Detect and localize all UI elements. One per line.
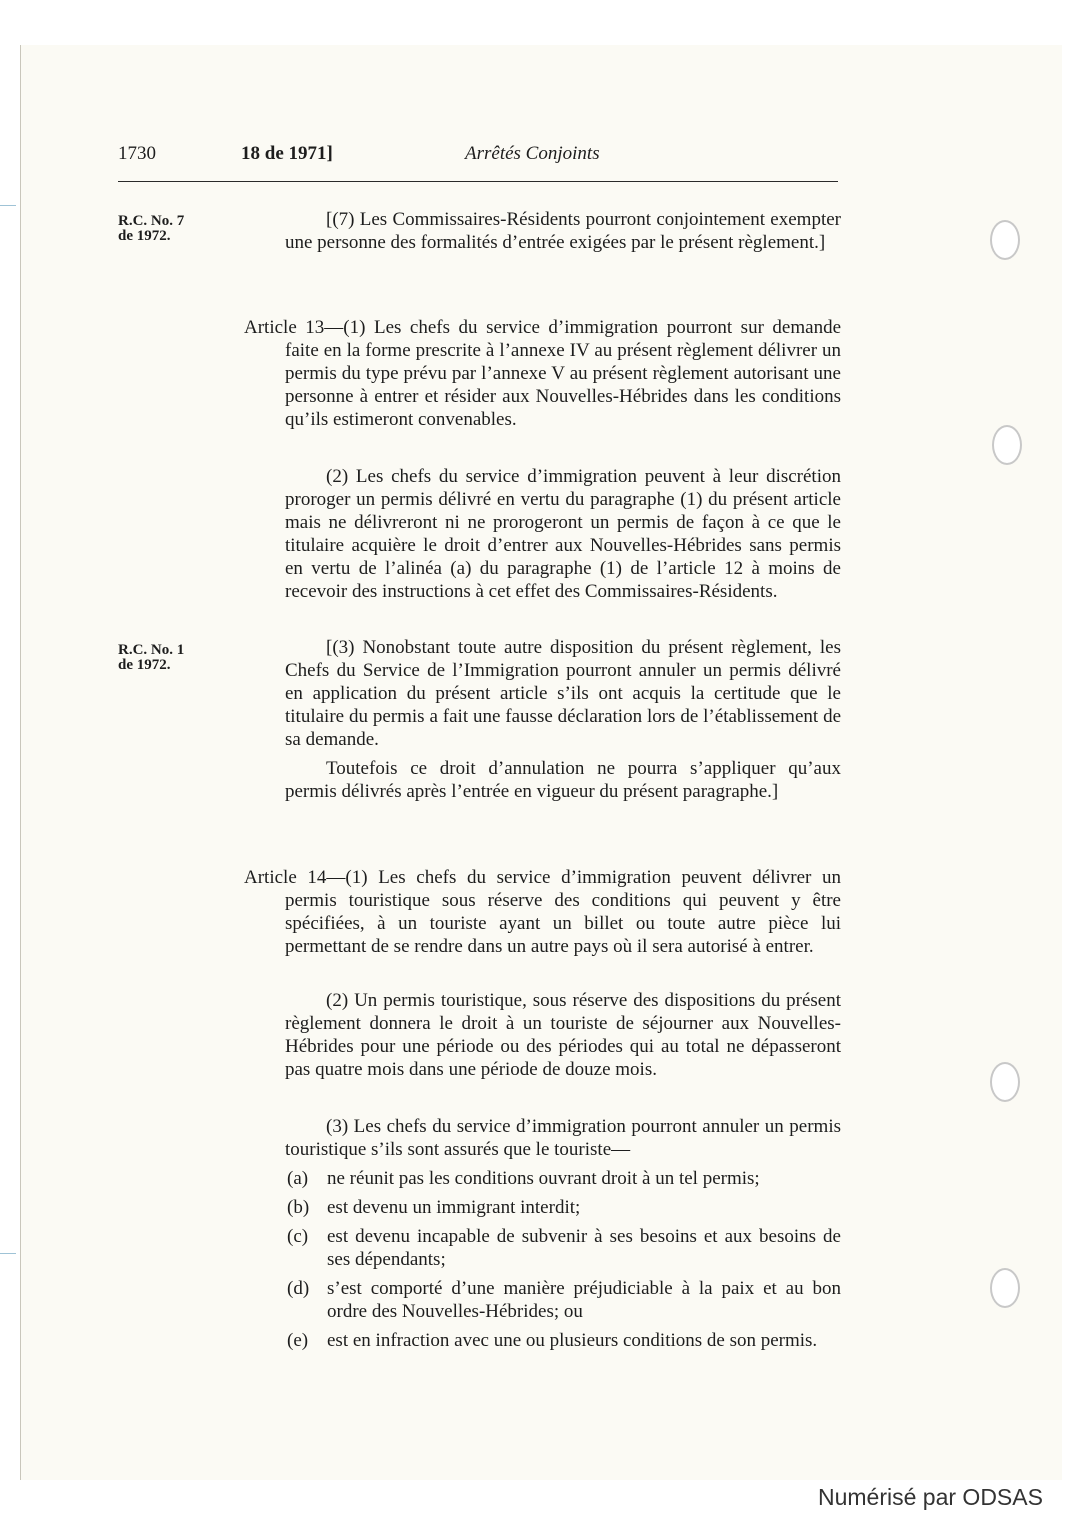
list-item-text: est devenu un immigrant interdit; bbox=[327, 1197, 581, 1218]
punch-hole bbox=[992, 425, 1022, 465]
header-rule bbox=[118, 181, 838, 182]
article-13-para-2 bbox=[285, 465, 841, 603]
article-14-para-3 bbox=[285, 1115, 841, 1161]
paragraph-text: Article 13—(1) Les chefs du service d’immigration pourront sur demande faite en la forme prescrite à l’annexe IV au présent règlement délivrer un permis du type prévu par l’annexe V au présent règlement autorisant une personne à entrer et résider aux Nouvelles-Hébrides dans les conditions qu’ils estimeront convenables. bbox=[244, 317, 841, 430]
list-item-label: (b) bbox=[287, 1197, 310, 1218]
scan-mark bbox=[0, 205, 16, 206]
margin-note-line: de 1972. bbox=[118, 657, 171, 673]
paragraph-text: (3) Les chefs du service d’immigration pourront annuler un permis touristique s’ils sont assurés que le touriste— bbox=[285, 1116, 841, 1160]
paragraph-text: Article 14—(1) Les chefs du service d’immigration peuvent délivrer un permis touristique sous réserve des conditions qui peuvent y être spécifiées, à un touriste ayant un billet ou toute autre pièce lui permettant de se rendre dans un autre pays où il sera autorisé à entrer. bbox=[244, 867, 841, 957]
paragraph-text: Toutefois ce droit d’annulation ne pourra s’appliquer qu’aux permis délivrés après l’entrée en vigueur du présent paragraphe.] bbox=[285, 758, 841, 802]
paragraph-text: (2) Les chefs du service d’immigration peuvent à leur discrétion proroger un permis délivré en vertu du paragraphe (1) du présent article mais ne délivreront ni ne prorogeront un permis de façon à ce que le titulaire acquière le droit d’entrer aux Nouvelles-Hébrides sans permis en vertu de l’alinéa (a) du paragraphe (1) de l’article 12 à moins de recevoir des instructions à cet effet des Commissaires-Résidents. bbox=[285, 466, 841, 602]
page-number: 1730 bbox=[118, 143, 156, 164]
list-item-text: est en infraction avec une ou plusieurs conditions de son permis. bbox=[327, 1330, 818, 1351]
ordinance-number: 18 de 1971] bbox=[241, 143, 333, 164]
paragraph-text: [(3) Nonobstant toute autre disposition du présent règlement, les Chefs du Service de l’Immigration pourront annuler un permis délivré en application du présent article s’ils ont acquis la certitude que le titulaire du permis a fait une fausse déclaration lors de l’établissement de sa demande. bbox=[285, 637, 841, 750]
margin-note-line: de 1972. bbox=[118, 228, 171, 244]
punch-hole bbox=[990, 1062, 1020, 1102]
list-item bbox=[285, 1167, 841, 1190]
paragraph-7 bbox=[285, 208, 841, 254]
article-14-para-1 bbox=[244, 866, 841, 958]
list-item-text: s’est comporté d’une manière préjudiciable à la paix et au bon ordre des Nouvelles-Hébrides; ou bbox=[327, 1278, 841, 1322]
punch-hole bbox=[990, 220, 1020, 260]
article-13-para-3 bbox=[285, 636, 841, 751]
list-item-label: (e) bbox=[287, 1330, 309, 1351]
margin-note-line: R.C. No. 1 bbox=[118, 642, 185, 658]
list-item bbox=[285, 1277, 841, 1323]
article-13-para-3-continuation bbox=[285, 757, 841, 803]
scan-mark bbox=[0, 1253, 16, 1254]
margin-note-rc1 bbox=[118, 643, 228, 673]
article-13-para-1 bbox=[244, 316, 841, 431]
article-14-conditions-list bbox=[285, 1167, 841, 1352]
margin-note-rc7 bbox=[118, 214, 228, 244]
list-item-label: (d) bbox=[287, 1278, 310, 1299]
paragraph-text: (2) Un permis touristique, sous réserve des dispositions du présent règlement donnera le droit à un touriste de séjourner aux Nouvelles-Hébrides pour une période ou des périodes qui au total ne dépasseront pas quatre mois dans une période de douze mois. bbox=[285, 990, 841, 1080]
list-item bbox=[285, 1329, 841, 1352]
list-item-text: est devenu incapable de subvenir à ses besoins et aux besoins de ses dépendants; bbox=[327, 1226, 841, 1270]
margin-note-line: R.C. No. 7 bbox=[118, 213, 185, 229]
list-item-text: ne réunit pas les conditions ouvrant droit à un tel permis; bbox=[327, 1168, 760, 1189]
running-title: Arrêtés Conjoints bbox=[465, 143, 600, 164]
list-item bbox=[285, 1196, 841, 1219]
list-item-label: (c) bbox=[287, 1226, 309, 1247]
punch-hole bbox=[990, 1268, 1020, 1308]
paragraph-text: [(7) Les Commissaires-Résidents pourront conjointement exempter une personne des formalités d’entrée exigées par le présent règlement.] bbox=[285, 209, 841, 253]
list-item bbox=[285, 1225, 841, 1271]
digitization-watermark: Numérisé par ODSAS bbox=[818, 1484, 1043, 1510]
page-edge bbox=[20, 45, 21, 1480]
list-item-label: (a) bbox=[287, 1168, 309, 1189]
article-14-para-2 bbox=[285, 989, 841, 1081]
